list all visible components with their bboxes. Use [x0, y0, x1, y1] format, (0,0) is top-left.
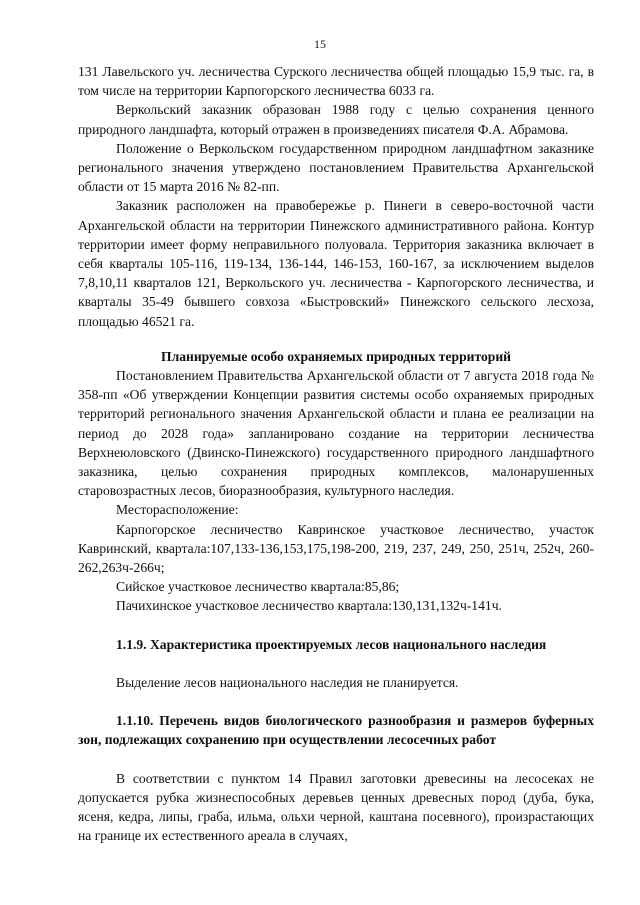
- paragraph-pachikhinsk-quarters: Пачихинское участковое лесничество квартала:130,131,132ч-141ч.: [116, 598, 502, 614]
- paragraph-national-heritage: Выделение лесов национального наследия не планируется.: [116, 674, 459, 690]
- spacer: [78, 692, 594, 711]
- spacer: [78, 750, 594, 769]
- paragraph-verkolsky-regulation: Положение о Веркольском государственном природном ландшафтном заказнике регионального значения утверждено постановлением Правительства Архангельской области от 15 марта 2016 № 82-пп.: [78, 140, 594, 195]
- paragraph-continuation: 131 Лавельского уч. лесничества Сурского лесничества общей площадью 15,9 тыс. га, в том числе на территории Карпогорского лесничества 6033 га.: [78, 64, 594, 99]
- paragraph-siysk-quarters: Сийское участковое лесничество квартала:85,86;: [116, 579, 400, 595]
- paragraph-location-label: Месторасположение:: [116, 502, 239, 518]
- heading-section-1-1-10: 1.1.10. Перечень видов биологического разнообразия и размеров буферных зон, подлежащих сохранению при осуществлении лесосечных работ: [78, 713, 594, 748]
- paragraph-planned-resolution: Постановлением Правительства Архангельской области от 7 августа 2018 года № 358-пп «Об утверждении Концепции развития системы особо охраняемых природных территорий регионального значения Архангельской области и плана ее реализации на период до 2028 года» запланировано создание на территории лесничества Верхнеюловского (Двинско-Пинежского) государственного природного ландшафтного заказника, целью сохранения природных комплексов, малонарушенных старовозрастных лесов, биоразнообразия, культурного наследия.: [78, 368, 594, 499]
- spacer: [78, 654, 594, 673]
- spacer: [78, 616, 594, 635]
- heading-section-1-1-9: 1.1.9. Характеристика проектируемых лесов национального наследия: [116, 636, 547, 652]
- paragraph-verkolsky-location: Заказник расположен на правобережье р. Пинеги в северо-восточной части Архангельской области на территории Пинежского административного района. Контур территории имеет форму неправильного полуовала. Территория заказника включает в себя кварталы 105-116, 119-134, 136-144, 146-153, 160-167, за исключением выделов 7,8,10,11 кварталов 121, Веркольского уч. лесничества - Карпогорского лесничества, и кварталы 35-49 бывшего совхоза «Быстровский» Пинежского сельского лесхоза, площадью 46521 га.: [78, 198, 594, 329]
- document-body: [78, 62, 594, 845]
- paragraph-verkolsky-founding: Веркольский заказник образован 1988 году с целью сохранения ценного природного ландшафта, который отражен в произведениях писателя Ф.А. Абрамова.: [78, 102, 594, 137]
- paragraph-karpogorsk-quarters: Карпогорское лесничество Кавринское участковое лесничество, участок Кавринский, квартала:107,133-136,153,175,198-200, 219, 237, 249, 250, 251ч, 252ч, 260-262,263ч-266ч;: [78, 521, 594, 576]
- paragraph-logging-rules: В соответствии с пунктом 14 Правил заготовки древесины на лесосеках не допускается рубка жизнеспособных деревьев ценных древесных пород (дуба, бука, ясеня, кедра, липы, граба, ильма, ольхи черной, каштана посевного), произрастающих на границе их естественного ареала в случаях,: [78, 770, 594, 844]
- page-number: 15: [314, 37, 326, 51]
- heading-planned-protected-areas: Планируемые особо охраняемых природных территорий: [161, 348, 511, 364]
